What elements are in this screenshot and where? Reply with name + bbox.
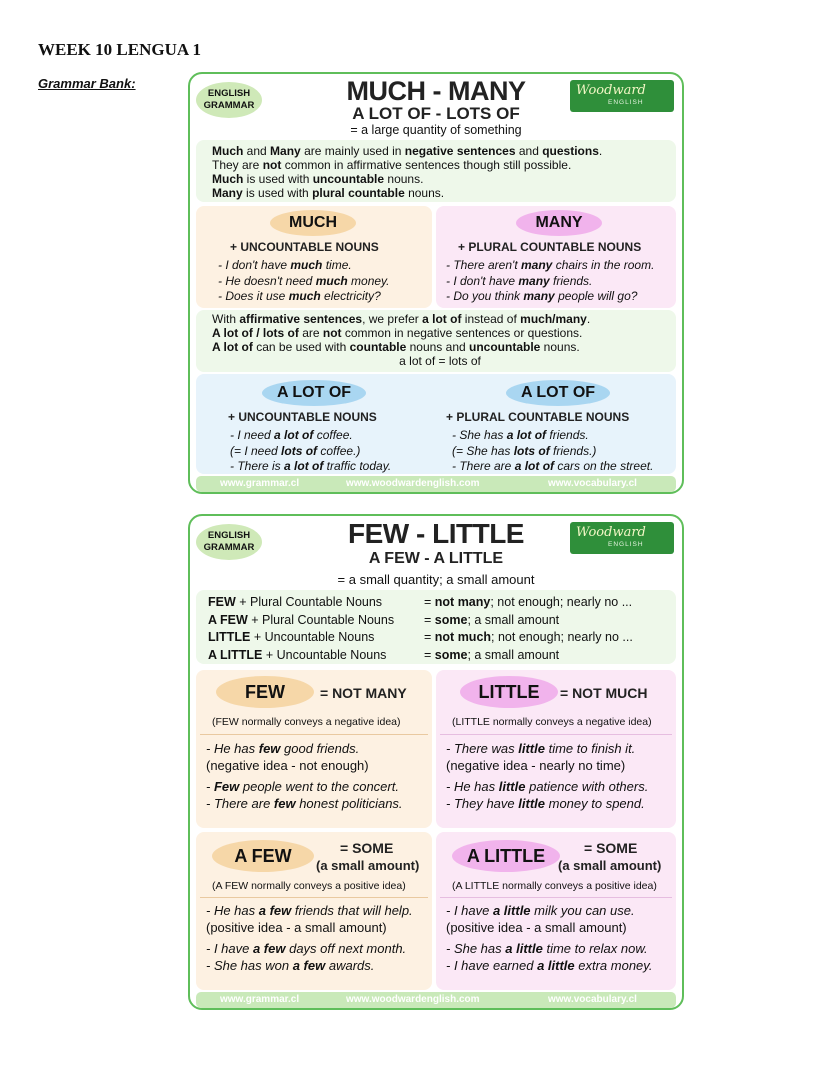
text-segment: patience with others. (525, 779, 649, 794)
text-segment: few (258, 741, 281, 756)
text-segment: money to spend. (545, 796, 645, 811)
much-examples (218, 258, 390, 305)
text-segment: lots of (281, 443, 318, 458)
card-footer (196, 476, 676, 492)
alot-label-2: A LOT OF (506, 380, 610, 406)
text-segment: a lot of (422, 312, 462, 326)
alittle-meaning-sub: (a small amount) (558, 858, 662, 873)
text-segment: good friends. (280, 741, 360, 756)
text-segment: uncountable (312, 172, 385, 186)
footer-link[interactable]: www.woodwardenglish.com (346, 994, 480, 1005)
logo-name: Woodward (576, 83, 646, 98)
logo-sub: ENGLISH (608, 541, 644, 548)
text-segment: questions (542, 144, 599, 158)
text-segment: extra money. (574, 958, 653, 973)
text-segment: a few (252, 941, 286, 956)
text-segment: - (206, 779, 214, 794)
text-line (446, 274, 654, 290)
alittle-meaning: = SOME (584, 840, 638, 856)
badge-line: GRAMMAR (203, 100, 255, 111)
text-segment: - He has (206, 741, 259, 756)
text-segment: - I don't have (218, 258, 291, 272)
text-line (206, 957, 413, 974)
text-line (212, 312, 668, 326)
text-line (218, 289, 390, 305)
text-segment: a little (505, 941, 543, 956)
text-segment: (= I need (230, 443, 282, 458)
logo-name: Woodward (576, 525, 646, 540)
alot-label-1: A LOT OF (262, 380, 366, 406)
text-line (212, 354, 668, 368)
text-segment: friends.) (549, 443, 597, 458)
text-segment: many (518, 273, 550, 288)
alittle-label: A LITTLE (452, 840, 560, 872)
text-segment: . (586, 312, 591, 326)
badge-line: ENGLISH (207, 530, 251, 541)
text-line (230, 459, 391, 475)
text-segment: coffee.) (317, 443, 361, 458)
text-line (218, 274, 390, 290)
text-segment: Much (212, 172, 244, 186)
text-segment: - I have earned (446, 958, 538, 973)
text-segment: lots of (513, 443, 550, 458)
text-segment: honest politicians. (295, 796, 403, 811)
summary-row (424, 594, 633, 612)
text-line (446, 957, 652, 974)
text-segment: much (290, 258, 323, 272)
text-segment: (negative idea - not enough) (206, 758, 369, 773)
text-segment: traffic today. (323, 459, 392, 473)
text-segment: nouns. (384, 172, 424, 186)
text-segment: much (315, 273, 348, 288)
text-segment: not many (434, 595, 491, 609)
text-segment: , we prefer (362, 312, 423, 326)
divider (200, 734, 428, 735)
card-subtitle: A LOT OF - LOTS OF (352, 104, 520, 123)
summary-table-panel (196, 590, 676, 664)
text-segment: FEW (208, 595, 236, 609)
text-segment: ; not enough; nearly no ... (491, 630, 633, 644)
little-label: LITTLE (460, 676, 558, 708)
text-segment: common in negative sentences or questions. (341, 326, 583, 340)
text-segment: - They have (446, 796, 519, 811)
text-segment: A lot of / lots of (212, 326, 299, 340)
card-title: MUCH - MANY (346, 76, 526, 106)
text-segment: money. (347, 273, 390, 288)
text-segment: electricity? (320, 289, 381, 303)
text-segment: many (523, 289, 555, 303)
much-rule: + UNCOUNTABLE NOUNS (230, 240, 379, 254)
text-segment: - I have (446, 903, 493, 918)
text-segment: can be used with (252, 340, 350, 354)
section-label: Grammar Bank: (38, 76, 136, 91)
text-segment: - There aren't (446, 258, 521, 272)
text-segment: ; a small amount (467, 612, 560, 627)
text-line (206, 740, 403, 757)
footer-link[interactable]: www.grammar.cl (220, 478, 300, 489)
summary-row (424, 612, 633, 630)
text-line (446, 940, 652, 957)
text-segment: a lot of (274, 428, 314, 442)
few-little-card (188, 514, 684, 1010)
summary-row (208, 647, 394, 665)
text-segment: people will go? (554, 289, 638, 303)
few-meaning: = NOT MANY (320, 685, 407, 701)
text-segment: Many (270, 144, 301, 158)
text-line (446, 778, 648, 795)
text-segment: + Plural Countable Nouns (247, 612, 395, 627)
intro-panel (196, 140, 676, 202)
many-examples (446, 258, 654, 305)
alittle-note: (A LITTLE normally conveys a positive idea) (452, 880, 657, 892)
text-segment: affirmative sentences (239, 312, 363, 326)
text-segment: - There is (230, 459, 285, 473)
footer-link[interactable]: www.woodwardenglish.com (346, 478, 480, 489)
text-segment: + Plural Countable Nouns (235, 595, 383, 609)
text-segment: With (212, 312, 240, 326)
text-segment: - I don't have (446, 273, 519, 288)
text-segment: nouns. (540, 340, 580, 354)
text-segment: not much (434, 630, 492, 644)
little-note: (LITTLE normally conveys a negative idea) (452, 716, 652, 728)
text-segment: (positive idea - a small amount) (446, 920, 627, 935)
text-line (230, 428, 391, 444)
card-subtitle: A FEW - A LITTLE (368, 550, 504, 567)
text-segment: = (424, 612, 435, 627)
text-segment: ; a small amount (467, 647, 560, 662)
alot-examples-2 (452, 428, 653, 475)
text-segment: a few (292, 958, 326, 973)
summary-row (208, 629, 394, 647)
alot-rule-1: + UNCOUNTABLE NOUNS (228, 410, 377, 424)
text-segment: time to relax now. (542, 941, 648, 956)
footer-link[interactable]: www.vocabulary.cl (548, 994, 637, 1005)
text-segment: - Do you think (446, 289, 524, 303)
little-meaning: = NOT MUCH (560, 685, 648, 701)
middle-panel (196, 310, 676, 372)
text-segment: little (518, 796, 545, 811)
text-line (212, 144, 602, 158)
alittle-examples (446, 902, 652, 974)
text-segment: Many (212, 186, 243, 200)
text-segment: is used with (243, 172, 313, 186)
text-segment: is used with (242, 186, 313, 200)
text-segment: - She has (446, 941, 506, 956)
text-segment: A LITTLE (208, 647, 263, 662)
text-segment: plural countable (312, 186, 405, 200)
text-segment: = (424, 595, 435, 609)
text-line (212, 326, 668, 340)
text-segment: (positive idea - a small amount) (206, 920, 387, 935)
many-label: MANY (516, 210, 602, 236)
text-segment: = (424, 630, 435, 644)
text-segment: Few (213, 779, 240, 794)
text-segment: some (434, 647, 468, 662)
summary-row (208, 594, 394, 612)
text-segment: - He has (206, 903, 259, 918)
text-segment: little (498, 779, 526, 794)
text-segment: friends that will help. (291, 903, 413, 918)
few-note: (FEW normally conveys a negative idea) (212, 716, 401, 728)
text-line (446, 757, 648, 774)
text-segment: ; not enough; nearly no ... (490, 595, 633, 609)
text-segment: - I need (230, 428, 275, 442)
text-segment: A FEW (208, 612, 248, 627)
summary-row (208, 612, 394, 630)
text-segment: common in affirmative sentences though still possible. (281, 158, 572, 172)
text-segment: not (262, 158, 282, 172)
badge-line: ENGLISH (207, 88, 251, 99)
text-segment: LITTLE (208, 630, 251, 644)
few-label: FEW (216, 676, 314, 708)
text-line (446, 289, 654, 305)
afew-meaning-sub: (a small amount) (316, 858, 420, 873)
text-segment: people went to the concert. (239, 779, 399, 794)
text-segment: - He has (446, 779, 499, 794)
text-segment: friends. (549, 273, 593, 288)
summary-row (424, 629, 633, 647)
text-segment: a little (492, 903, 531, 918)
many-rule: + PLURAL COUNTABLE NOUNS (458, 240, 642, 254)
text-segment: . (598, 144, 603, 158)
text-segment: - I have (206, 941, 253, 956)
text-segment: not (322, 326, 342, 340)
text-segment: a lot of (284, 459, 324, 473)
text-segment: nouns and (406, 340, 469, 354)
intro-text (212, 144, 602, 200)
text-segment: many (521, 258, 553, 272)
text-segment: a lot of = lots of (399, 354, 481, 368)
text-segment: - He doesn't need (218, 273, 316, 288)
text-segment: Much (212, 144, 244, 158)
text-segment: time to finish it. (544, 741, 636, 756)
much-many-card (188, 72, 684, 494)
text-segment: are mainly used in (300, 144, 405, 158)
middle-text (212, 312, 668, 368)
text-segment: a lot of (514, 459, 555, 473)
text-segment: cars on the street. (554, 459, 654, 473)
text-line (446, 919, 652, 936)
text-segment: a lot of (506, 428, 547, 442)
text-line (212, 186, 602, 200)
text-segment: are (298, 326, 323, 340)
alot-rule-2: + PLURAL COUNTABLE NOUNS (446, 410, 630, 424)
text-line (212, 340, 668, 354)
text-line (206, 940, 413, 957)
text-line (452, 459, 653, 475)
card-title: FEW - LITTLE (348, 518, 524, 549)
afew-label: A FEW (212, 840, 314, 872)
text-segment: milk you can use. (530, 903, 635, 918)
logo-sub: ENGLISH (608, 99, 644, 106)
summary-right (424, 594, 633, 664)
footer-link[interactable]: www.grammar.cl (220, 994, 300, 1005)
text-line (206, 902, 413, 919)
divider (440, 734, 672, 735)
text-segment: much (288, 289, 321, 303)
text-line (452, 428, 653, 444)
text-segment: countable (349, 340, 407, 354)
text-segment: friends. (546, 428, 589, 442)
text-segment: and (515, 144, 543, 158)
text-line (206, 757, 403, 774)
text-line (218, 258, 390, 274)
text-segment: - She has (452, 428, 507, 442)
little-examples (446, 740, 648, 812)
text-segment: time. (322, 258, 352, 272)
text-segment: A lot of (212, 340, 253, 354)
text-line (452, 444, 653, 460)
text-line (212, 158, 602, 172)
badge-line: GRAMMAR (203, 542, 255, 553)
text-line (206, 795, 403, 812)
text-segment: uncountable (469, 340, 541, 354)
card-definition: = a large quantity of something (350, 123, 522, 137)
card-footer (196, 992, 676, 1008)
text-segment: coffee. (313, 428, 353, 442)
text-segment: and (243, 144, 271, 158)
text-line (446, 902, 652, 919)
divider (440, 897, 672, 898)
text-segment: chairs in the room. (552, 258, 655, 272)
summary-row (424, 647, 633, 665)
footer-link[interactable]: www.vocabulary.cl (548, 478, 637, 489)
text-segment: - She has won (206, 958, 293, 973)
text-segment: = (424, 647, 435, 662)
alot-examples-1 (230, 428, 391, 475)
text-segment: awards. (325, 958, 375, 973)
text-segment: - There are (452, 459, 515, 473)
afew-note: (A FEW normally conveys a positive idea) (212, 880, 406, 892)
page-title: WEEK 10 LENGUA 1 (38, 40, 201, 59)
text-line (206, 778, 403, 795)
text-line (446, 740, 648, 757)
few-examples (206, 740, 403, 812)
text-segment: + Uncountable Nouns (250, 630, 375, 644)
text-segment: They are (212, 158, 263, 172)
text-segment: instead of (461, 312, 521, 326)
summary-left (208, 594, 394, 664)
text-segment: days off next month. (285, 941, 407, 956)
text-segment: few (273, 796, 296, 811)
text-line (230, 444, 391, 460)
text-segment: nouns. (404, 186, 445, 200)
divider (200, 897, 428, 898)
text-segment: - There are (206, 796, 274, 811)
text-line (212, 172, 602, 186)
text-segment: (negative idea - nearly no time) (446, 758, 626, 773)
text-line (446, 258, 654, 274)
text-segment: - Does it use (218, 289, 289, 303)
text-segment: - There was (446, 741, 519, 756)
text-segment: + Uncountable Nouns (262, 647, 387, 662)
text-segment: some (434, 612, 468, 627)
much-label: MUCH (270, 210, 356, 236)
text-segment: (= She has (452, 443, 514, 458)
afew-meaning: = SOME (340, 840, 394, 856)
text-segment: little (518, 741, 545, 756)
text-segment: much/many (520, 312, 587, 326)
text-segment: negative sentences (404, 144, 516, 158)
card-definition: = a small quantity; a small amount (337, 572, 535, 587)
afew-examples (206, 902, 413, 974)
text-line (446, 795, 648, 812)
text-segment: a little (537, 958, 575, 973)
text-line (206, 919, 413, 936)
text-segment: a few (258, 903, 292, 918)
